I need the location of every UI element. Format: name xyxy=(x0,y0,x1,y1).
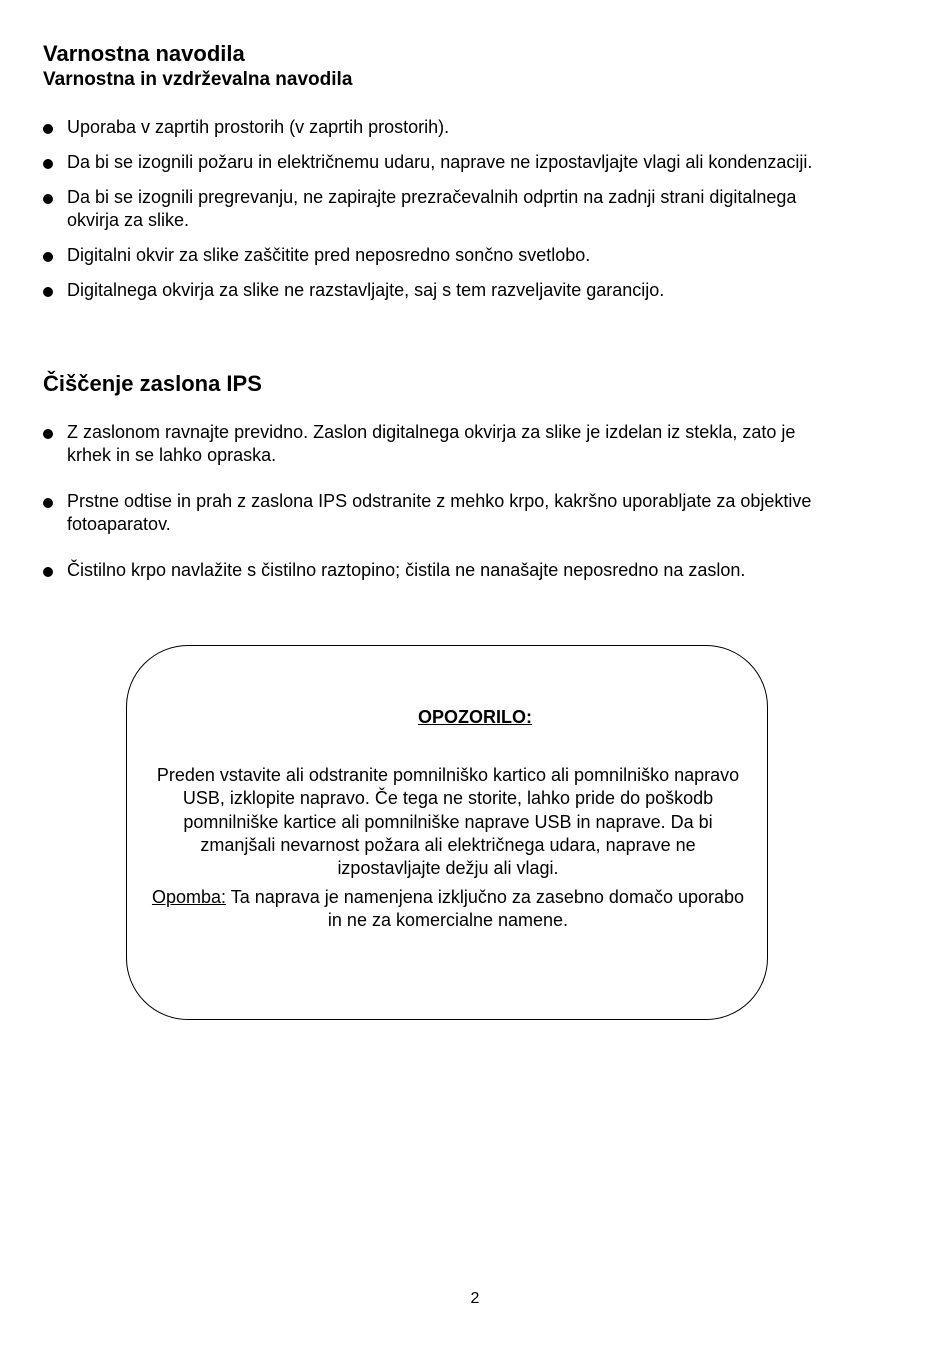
bullet-icon xyxy=(43,287,53,297)
section-title-safety: Varnostna navodila xyxy=(43,41,245,66)
safety-list xyxy=(43,116,843,314)
page-number: 2 xyxy=(470,1290,480,1307)
list-item: Čistilno krpo navlažite s čistilno raztopino; čistila ne nanašajte neposredno na zaslon. xyxy=(43,559,843,582)
section-subtitle-maintenance: Varnostna in vzdrževalna navodila xyxy=(43,69,353,90)
warning-body: Preden vstavite ali odstranite pomnilniško kartico ali pomnilniško napravo USB, izklopite napravo. Če tega ne storite, lahko pride do poškodb pomnilniške kartice ali pomnilniške naprave USB in naprave. Da bi zmanjšali nevarnost požara ali električnega udara, naprave ne izpostavljajte dežju ali vlagi. xyxy=(156,765,740,879)
list-item: Digitalni okvir za slike zaščitite pred neposredno sončno svetlobo. xyxy=(43,244,843,267)
bullet-icon xyxy=(43,498,53,508)
note-text: Ta naprava je namenjena izključno za zasebno domačo uporabo in ne za komercialne namene. xyxy=(230,887,745,931)
list-item: Digitalnega okvirja za slike ne razstavljajte, saj s tem razveljavite garancijo. xyxy=(43,279,843,302)
note-label: Opomba: xyxy=(151,887,226,907)
bullet-icon xyxy=(43,567,53,577)
bullet-icon xyxy=(43,124,53,134)
bullet-icon xyxy=(43,429,53,439)
bullet-icon xyxy=(43,252,53,262)
list-item: Da bi se izognili požaru in električnemu udaru, naprave ne izpostavljajte vlagi ali kondenzaciji. xyxy=(43,151,843,174)
bullet-icon xyxy=(43,159,53,169)
bullet-icon xyxy=(43,194,53,204)
cleaning-list xyxy=(43,421,843,605)
list-item: Prstne odtise in prah z zaslona IPS odstranite z mehko krpo, kakršno uporabljate za objektive fotoaparatov. xyxy=(43,490,843,536)
list-item: Uporaba v zaprtih prostorih (v zaprtih prostorih). xyxy=(43,116,843,139)
warning-note xyxy=(148,886,748,933)
list-item: Da bi se izognili pregrevanju, ne zapirajte prezračevalnih odprtin na zadnji strani digitalnega okvirja za slike. xyxy=(43,186,843,232)
warning-title: OPOZORILO: xyxy=(418,707,532,727)
section-title-cleaning: Čiščenje zaslona IPS xyxy=(43,371,262,396)
list-item: Z zaslonom ravnajte previdno. Zaslon digitalnega okvirja za slike je izdelan iz stekla, zato je krhek in se lahko opraska. xyxy=(43,421,843,467)
